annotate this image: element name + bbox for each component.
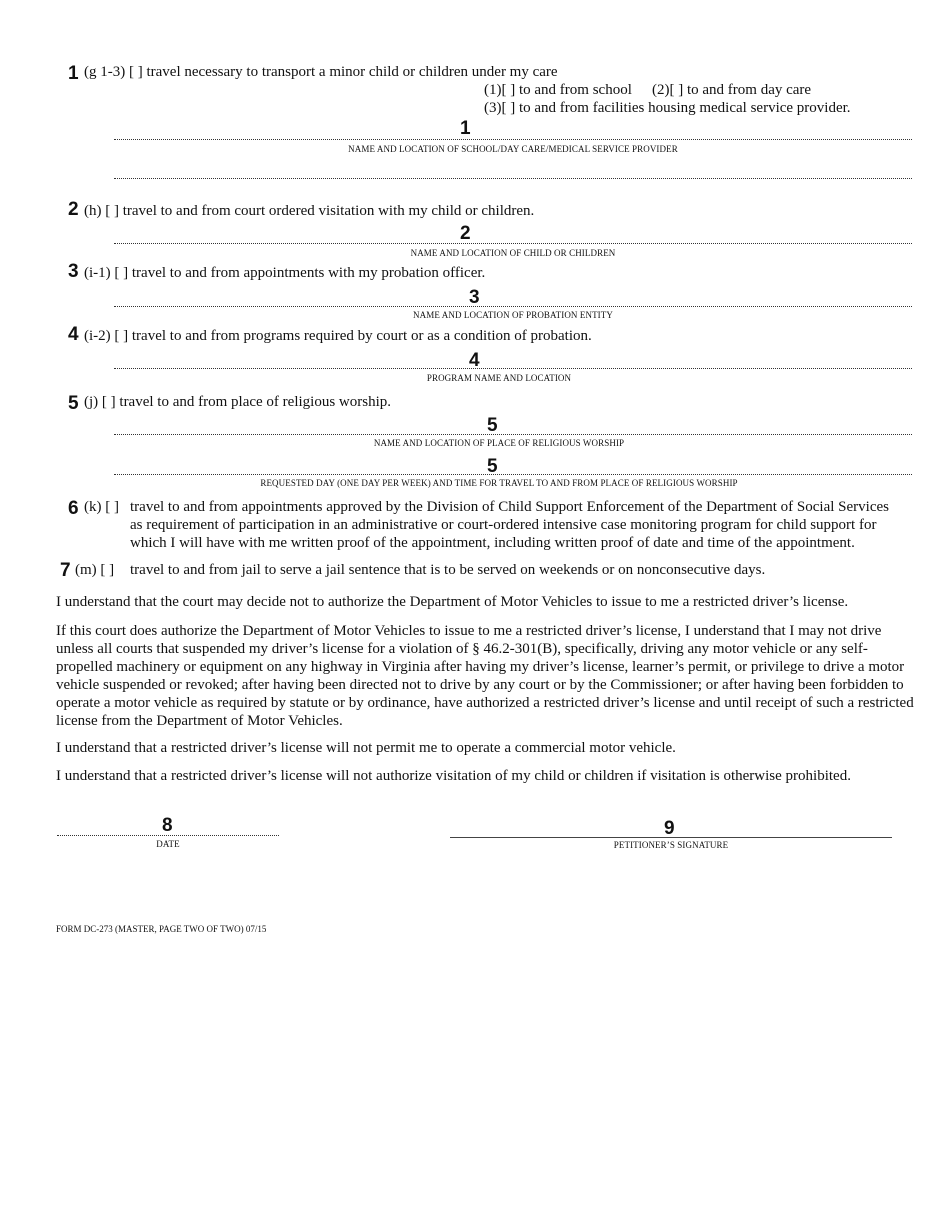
item-1-text: (g 1-3) [ ] travel necessary to transport a minor child or children under my care (84, 64, 558, 80)
item-1-daycare-option[interactable]: (2)[ ] to and from day care (652, 82, 812, 98)
item-2-text: (h) [ ] travel to and from court ordered visitation with my child or children. (84, 203, 535, 219)
item-1-field-marker: 1 (460, 118, 471, 139)
date-marker: 8 (162, 815, 173, 836)
signature-marker: 9 (664, 818, 675, 839)
item-6-line-1: travel to and from appointments approved by the Division of Child Support Enforcement of the Department of Social Services (130, 499, 889, 515)
item-2-child-field[interactable] (114, 243, 912, 244)
statement-visitation: I understand that a restricted driver’s license will not authorize visitation of my child or children if visitation is otherwise prohibited. (56, 768, 851, 784)
item-5-day-time-field[interactable] (114, 474, 912, 475)
item-2-marker: 2 (68, 199, 79, 220)
item-5-day-time-caption: REQUESTED DAY (ONE DAY PER WEEK) AND TIME FOR TRAVEL TO AND FROM PLACE OF RELIGIOUS WORSHIP (260, 478, 738, 488)
item-4-program-caption: PROGRAM NAME AND LOCATION (426, 373, 572, 383)
item-3-text: (i-1) [ ] travel to and from appointments with my probation officer. (84, 265, 486, 281)
form-footer: FORM DC-273 (MASTER, PAGE TWO OF TWO) 07/15 (56, 924, 267, 934)
item-7-text: travel to and from jail to serve a jail sentence that is to be served on weekends or on nonconsecutive days. (130, 562, 766, 578)
statement-commercial-vehicle: I understand that a restricted driver’s license will not permit me to operate a commercial motor vehicle. (56, 740, 676, 756)
item-1-marker: 1 (68, 63, 79, 84)
statement-court-may-decide: I understand that the court may decide not to authorize the Department of Motor Vehicles to issue to me a restricted driver’s license. (56, 594, 849, 610)
item-1-medical-option[interactable]: (3)[ ] to and from facilities housing medical service provider. (484, 100, 851, 116)
item-5-day-field-marker: 5 (487, 456, 498, 477)
item-1-provider-field[interactable] (114, 139, 912, 140)
item-2-field-marker: 2 (460, 223, 471, 244)
item-6-line-3: which I will have with me written proof of the appointment, including written proof of date and time of the appointment. (130, 535, 855, 551)
item-3-probation-caption: NAME AND LOCATION OF PROBATION ENTITY (413, 310, 613, 320)
item-5-worship-field[interactable] (114, 434, 912, 435)
petitioner-signature-caption: PETITIONER’S SIGNATURE (613, 840, 729, 850)
item-4-text: (i-2) [ ] travel to and from programs required by court or as a condition of probation. (84, 328, 592, 344)
item-5-marker: 5 (68, 393, 79, 414)
item-3-marker: 3 (68, 261, 79, 282)
date-field[interactable] (57, 835, 279, 836)
item-6-line-2: as requirement of participation in an administrative or court-ordered intensive case monitoring program for child support for (130, 517, 877, 533)
item-7-marker: 7 (60, 560, 71, 581)
item-4-field-marker: 4 (469, 350, 480, 371)
item-5-worship-caption: NAME AND LOCATION OF PLACE OF RELIGIOUS WORSHIP (373, 438, 625, 448)
item-4-program-field[interactable] (114, 368, 912, 369)
item-4-marker: 4 (68, 324, 79, 345)
item-5-field-marker: 5 (487, 415, 498, 436)
item-6-marker: 6 (68, 498, 79, 519)
item-1-provider-caption: NAME AND LOCATION OF SCHOOL/DAY CARE/MEDICAL SERVICE PROVIDER (348, 144, 678, 154)
petitioner-signature-field[interactable] (450, 837, 892, 838)
item-5-text: (j) [ ] travel to and from place of religious worship. (84, 394, 391, 410)
item-1-school-option[interactable]: (1)[ ] to and from school (484, 82, 632, 98)
item-6-prefix: (k) [ ] (84, 499, 119, 515)
item-3-probation-field[interactable] (114, 306, 912, 307)
item-2-child-caption: NAME AND LOCATION OF CHILD OR CHILDREN (410, 248, 616, 258)
item-1-provider-field-extra[interactable] (114, 178, 912, 179)
item-3-field-marker: 3 (469, 287, 480, 308)
statement-restrictions: If this court does authorize the Department of Motor Vehicles to issue to me a restricted driver’s license, I understand that I may not drive unless all courts that suspended my driver’s license for a violation of § 46.2-301(B), specifically, driving any motor vehicle or any self-propelled machinery or equipment on any highway in Virginia after having my driver’s license, learner’s permit, or privilege to drive a motor vehicle suspended or revoked; after having been directed not to drive by any court or by the Commissioner; or after having been forbidden to operate a motor vehicle as required by statute or by ordinance, have authorized a restricted driver’s license and until receipt of such a restricted license from the Department of Motor Vehicles. (56, 623, 914, 729)
date-caption: DATE (156, 839, 180, 849)
item-7-prefix: (m) [ ] (75, 562, 115, 578)
